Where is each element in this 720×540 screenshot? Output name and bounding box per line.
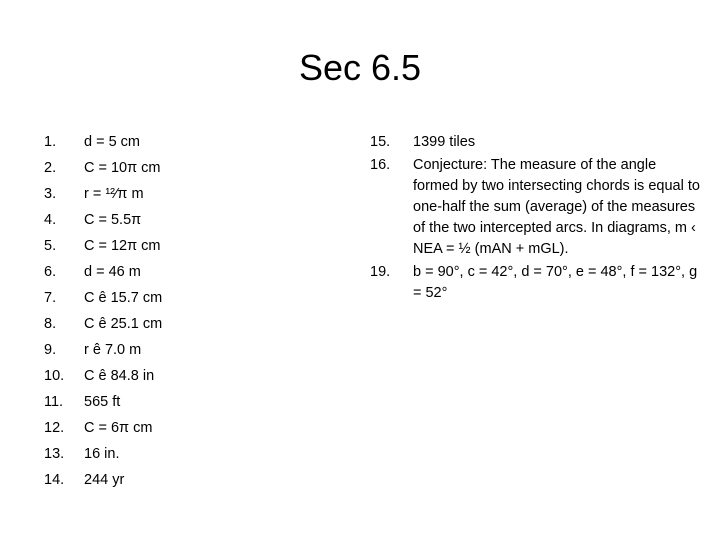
answer-number: 4. <box>44 212 57 228</box>
answer-number: 16. <box>370 157 391 173</box>
answers-left-column <box>44 129 344 493</box>
answer-text: C = 12π cm <box>84 238 161 254</box>
answer-text: 16 in. <box>84 446 120 462</box>
answer-text: C ê 25.1 cm <box>84 316 163 332</box>
answer-item <box>44 207 344 233</box>
answer-number: 10. <box>44 368 65 384</box>
answer-item <box>44 155 344 181</box>
answers-right-column <box>370 129 700 304</box>
answer-text: r = ¹²⁄π m <box>84 186 144 202</box>
answer-item <box>44 441 344 467</box>
answer-item <box>44 363 344 389</box>
answer-number: 12. <box>44 420 65 436</box>
answer-number: 1. <box>44 134 57 150</box>
answer-item <box>44 337 344 363</box>
answer-text: 244 yr <box>84 472 125 488</box>
answer-number: 19. <box>370 264 391 280</box>
answer-number: 11. <box>44 394 64 410</box>
answer-item <box>44 129 344 155</box>
answer-number: 5. <box>44 238 57 254</box>
answer-number: 14. <box>44 472 65 488</box>
answer-text: C ê 84.8 in <box>84 368 155 384</box>
answer-number: 6. <box>44 264 57 280</box>
answer-item <box>44 415 344 441</box>
answer-item <box>370 129 700 155</box>
answer-text: d = 5 cm <box>84 134 141 150</box>
answer-number: 8. <box>44 316 57 332</box>
answer-item <box>44 233 344 259</box>
answer-item <box>44 181 344 207</box>
answer-number: 3. <box>44 186 57 202</box>
answer-text: 1399 tiles <box>413 134 476 150</box>
answer-text: 565 ft <box>84 394 121 410</box>
answer-text: C = 6π cm <box>84 420 153 436</box>
answer-text: b = 90°, c = 42°, d = 70°, e = 48°, f = 132°, g = 52° <box>413 264 698 301</box>
answer-text: Conjecture: The measure of the angle formed by two intersecting chords is equal to one-half the sum (average) of the measures of the two intercepted arcs. In diagrams, m ‹ NEA = ½ (mAN + mGL). <box>413 157 700 257</box>
answer-item <box>44 467 344 493</box>
answer-number: 15. <box>370 134 391 150</box>
answer-number: 9. <box>44 342 57 358</box>
answer-text: r ê 7.0 m <box>84 342 142 358</box>
answer-number: 13. <box>44 446 65 462</box>
answer-item <box>44 285 344 311</box>
answer-item <box>44 259 344 285</box>
answer-text: d = 46 m <box>84 264 141 280</box>
answer-text: C = 10π cm <box>84 160 161 176</box>
slide-title: Sec 6.5 <box>298 47 422 88</box>
answer-item <box>44 311 344 337</box>
answer-text: C = 5.5π <box>84 212 142 228</box>
answer-number: 7. <box>44 290 57 306</box>
answer-item <box>370 262 700 304</box>
answer-text: C ê 15.7 cm <box>84 290 163 306</box>
answer-item <box>44 389 344 415</box>
answer-item <box>370 155 700 260</box>
answer-number: 2. <box>44 160 57 176</box>
